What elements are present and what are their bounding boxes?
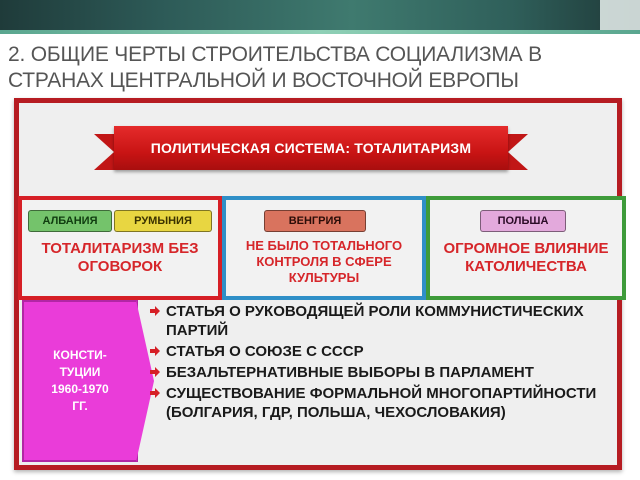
tag-hungary: ВЕНГРИЯ (264, 210, 366, 232)
top-corner-decoration (600, 0, 640, 30)
constitutions-label: КОНСТИ- ТУЦИИ 1960-1970 ГГ. (51, 348, 109, 413)
group-hungary-text: НЕ БЫЛО ТОТАЛЬНОГО КОНТРОЛЯ В СФЕРЕ КУЛЬТУРЫ (245, 238, 403, 285)
list-item-text: СУЩЕСТВОВАНИЕ ФОРМАЛЬНОЙ МНОГОПАРТИЙНОСТИ (БОЛГАРИЯ, ГДР, ПОЛЬША, ЧЕХОСЛОВАКИЯ) (166, 385, 597, 421)
group-albania-romania-text: ТОТАЛИТАРИЗМ БЕЗ ОГОВОРОК (41, 240, 199, 275)
list-item (150, 342, 614, 361)
ribbon-tail-left (94, 134, 114, 170)
top-decorative-band (0, 0, 640, 30)
list-item (150, 363, 614, 382)
list-item-text: СТАТЬЯ О РУКОВОДЯЩЕЙ РОЛИ КОММУНИСТИЧЕСКИХ ПАРТИЙ (166, 303, 584, 339)
group-poland (426, 196, 626, 300)
list-item-text: СТАТЬЯ О СОЮЗЕ С СССР (166, 343, 364, 360)
list-item (150, 302, 614, 340)
tag-albania: АЛБАНИЯ (28, 210, 112, 232)
list-item-text: БЕЗАЛЬТЕРНАТИВНЫЕ ВЫБОРЫ В ПАРЛАМЕНТ (166, 364, 534, 381)
red-arrow-bullet-icon (150, 346, 160, 356)
top-accent-line (0, 30, 640, 34)
constitutions-box (22, 300, 138, 462)
red-arrow-bullet-icon (150, 388, 160, 398)
ribbon-tail-right (508, 134, 528, 170)
banner-ribbon (114, 126, 508, 170)
red-arrow-bullet-icon (150, 306, 160, 316)
list-item (150, 384, 614, 422)
group-poland-text: ОГРОМНОЕ ВЛИЯНИЕ КАТОЛИЧЕСТВА (443, 240, 609, 275)
banner-text: ПОЛИТИЧЕСКАЯ СИСТЕМА: ТОТАЛИТАРИЗМ (150, 140, 472, 156)
group-albania-romania (18, 196, 222, 300)
group-hungary (222, 196, 426, 300)
slide-title: 2. ОБЩИЕ ЧЕРТЫ СТРОИТЕЛЬСТВА СОЦИАЛИЗМА В СТРАНАХ ЦЕНТРАЛЬНОЙ И ВОСТОЧНОЙ ЕВРОПЫ (8, 43, 542, 92)
tag-romania: РУМЫНИЯ (114, 210, 212, 232)
red-arrow-bullet-icon (150, 367, 160, 377)
constitution-features-list (150, 302, 614, 424)
tag-poland: ПОЛЬША (480, 210, 566, 232)
